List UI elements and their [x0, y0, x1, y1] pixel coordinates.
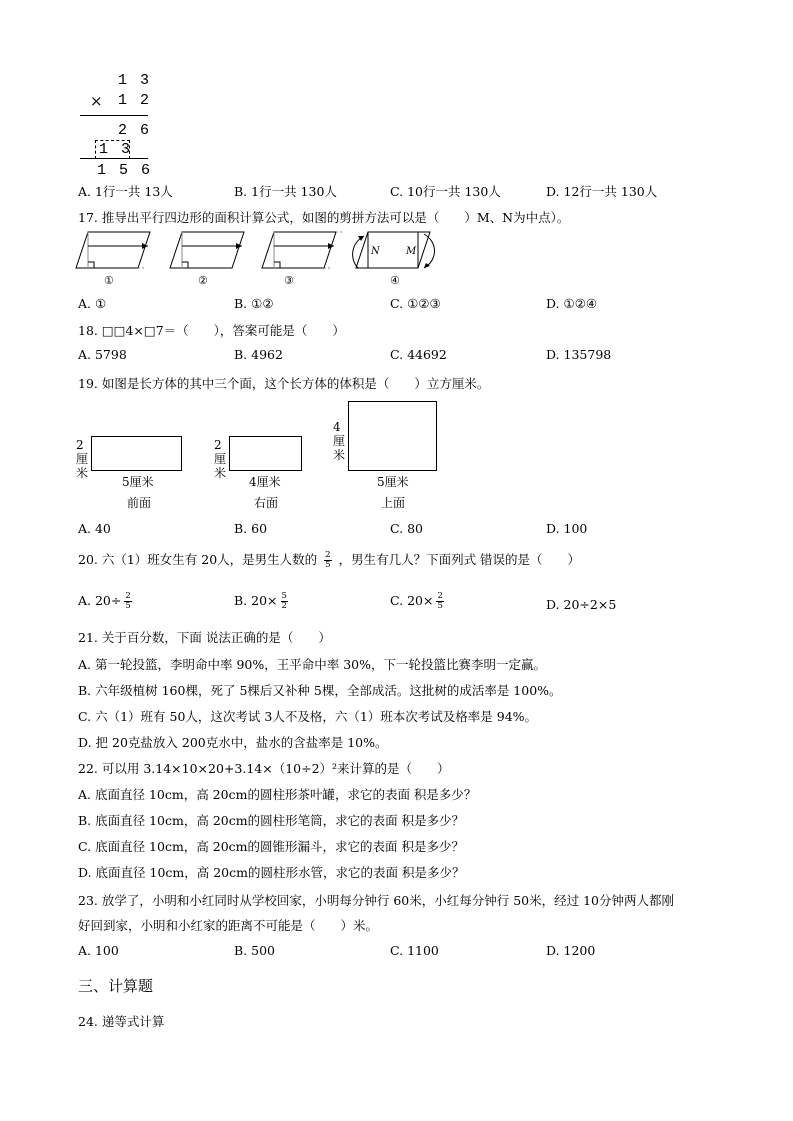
q22-text: 22. 可以用 3.14×10×20+3.14×（10÷2）²来计算的是（ ） — [78, 761, 450, 776]
front-name: 前面 — [127, 496, 152, 510]
front-side-label: 2厘米 — [76, 438, 89, 480]
top-face-rect — [348, 401, 437, 471]
q22-option-a[interactable]: A. 底面直径 10cm，高 20cm的圆柱形茶叶罐，求它的表面 积是多少？ — [78, 787, 477, 802]
q24-text: 24. 递等式计算 — [78, 1014, 165, 1029]
q23-line-2: 好回到家，小明和小红家的距离不可能是（ ）米。 — [78, 918, 379, 933]
right-name: 右面 — [254, 496, 279, 510]
option-b[interactable]: B. 4962 — [234, 347, 283, 362]
option-a[interactable]: A. 40 — [78, 521, 111, 536]
q21-text: 21. 关于百分数，下面 说法正确的是（ ） — [78, 630, 331, 645]
option-b[interactable]: B. 1行一共 130人 — [234, 184, 337, 199]
option-a[interactable]: A. 1行一共 13人 — [78, 184, 173, 199]
q21-option-c[interactable]: C. 六（1）班有 50人，这次考试 3人不及格，六（1）班本次考试及格率是 94%。 — [78, 709, 538, 724]
parallelogram-4 — [353, 232, 435, 268]
partial-product-2: 1 3 — [99, 141, 133, 158]
option-b[interactable]: B. 500 — [234, 943, 275, 958]
option-d[interactable]: D. 135798 — [546, 347, 612, 362]
option-b[interactable]: B. 20× $\frac{5}{2}$ — [234, 591, 287, 611]
q19-text: 19. 如图是长方体的其中三个面，这个长方体的体积是（ ）立方厘米。 — [78, 376, 490, 391]
q22-option-d[interactable]: D. 底面直径 10cm，高 20cm的圆柱形水管，求它的表面 积是多少？ — [78, 865, 465, 880]
label-m: M — [406, 246, 417, 257]
right-side-label: 2厘米 — [214, 438, 227, 480]
mult-line-1 — [80, 115, 148, 116]
front-bottom-label: 5厘米 — [122, 475, 154, 489]
partial-product-1: 2 6 — [118, 122, 152, 139]
option-c[interactable]: C. 1100 — [390, 943, 439, 958]
top-bottom-label: 5厘米 — [377, 475, 409, 489]
q20-text — [78, 550, 580, 570]
mult-result: 1 5 6 — [97, 162, 153, 179]
q20-fraction: $\frac{2}{5}$ — [325, 550, 331, 570]
option-c[interactable]: C. 80 — [390, 521, 423, 536]
q23-line-1: 23. 放学了，小明和小红同时从学校回家，小明每分钟行 60米，小红每分钟行 50米，经过 10分钟两人都刚 — [78, 893, 674, 908]
option-d[interactable]: D. ①②④ — [546, 296, 598, 311]
q21-option-a[interactable]: A. 第一轮投篮，李明命中率 90%，王平命中率 30%，下一轮投篮比赛李明一定赢。 — [78, 657, 546, 672]
option-b[interactable]: B. ①② — [234, 296, 274, 311]
q20-text-after: ，男生有几人？下面列式 错误的是（ ） — [338, 552, 581, 567]
q22-option-c[interactable]: C. 底面直径 10cm，高 20cm的圆锥形漏斗，求它的表面 积是多少？ — [78, 839, 465, 854]
section-title: 三、计算题 — [78, 977, 154, 995]
mult-line-2 — [80, 158, 148, 159]
q22-option-b[interactable]: B. 底面直径 10cm，高 20cm的圆柱形笔筒，求它的表面 积是多少？ — [78, 813, 465, 828]
q18-text: 18. □□4×□7＝（ ），答案可能是（ ） — [78, 323, 345, 338]
option-a[interactable]: A. ① — [78, 296, 107, 311]
fig-label-1: ① — [104, 274, 114, 287]
parallelogram-2 — [170, 232, 244, 268]
q21-option-d[interactable]: D. 把 20克盐放入 200克水中，盐水的含盐率是 10%。 — [78, 735, 388, 750]
mult-bottom: 1 2 — [118, 92, 152, 109]
q17-figures — [72, 230, 452, 288]
q20-text-before: 20. 六（1）班女生有 20人，是男生人数的 — [78, 552, 318, 567]
option-d[interactable]: D. 100 — [546, 521, 588, 536]
fig-label-2: ② — [198, 274, 208, 287]
option-d[interactable]: D. 1200 — [546, 943, 596, 958]
q17-text: 17. 推导出平行四边形的面积计算公式，如图的剪拼方法可以是（ ）M、N为中点）。 — [78, 210, 570, 225]
fig-label-3: ③ — [284, 274, 294, 287]
top-name: 上面 — [381, 496, 406, 510]
option-a[interactable]: A. 20÷ $\frac{2}{5}$ — [78, 591, 131, 611]
option-d[interactable]: D. 20÷2×5 — [546, 597, 617, 612]
right-bottom-label: 4厘米 — [249, 475, 281, 489]
option-c[interactable]: C. 20× $\frac{2}{5}$ — [390, 591, 443, 611]
q21-option-b[interactable]: B. 六年级植树 160棵，死了 5棵后又补种 5棵，全部成活。这批树的成活率是 100%。 — [78, 683, 562, 698]
label-n: N — [371, 246, 380, 257]
option-a[interactable]: A. 100 — [78, 943, 119, 958]
option-c[interactable]: C. 44692 — [390, 347, 447, 362]
option-c[interactable]: C. 10行一共 130人 — [390, 184, 501, 199]
times-sign: × — [90, 92, 103, 110]
option-d[interactable]: D. 12行一共 130人 — [546, 184, 658, 199]
parallelogram-1 — [76, 232, 150, 268]
top-side-label: 4厘米 — [333, 420, 346, 462]
option-a[interactable]: A. 5798 — [78, 347, 127, 362]
parallelogram-3 — [262, 232, 344, 268]
front-face-rect — [91, 436, 182, 471]
option-c[interactable]: C. ①②③ — [390, 296, 441, 311]
option-b[interactable]: B. 60 — [234, 521, 268, 536]
mult-top: 1 3 — [118, 72, 152, 89]
right-face-rect — [229, 436, 302, 471]
fig-label-4: ④ — [390, 274, 400, 287]
